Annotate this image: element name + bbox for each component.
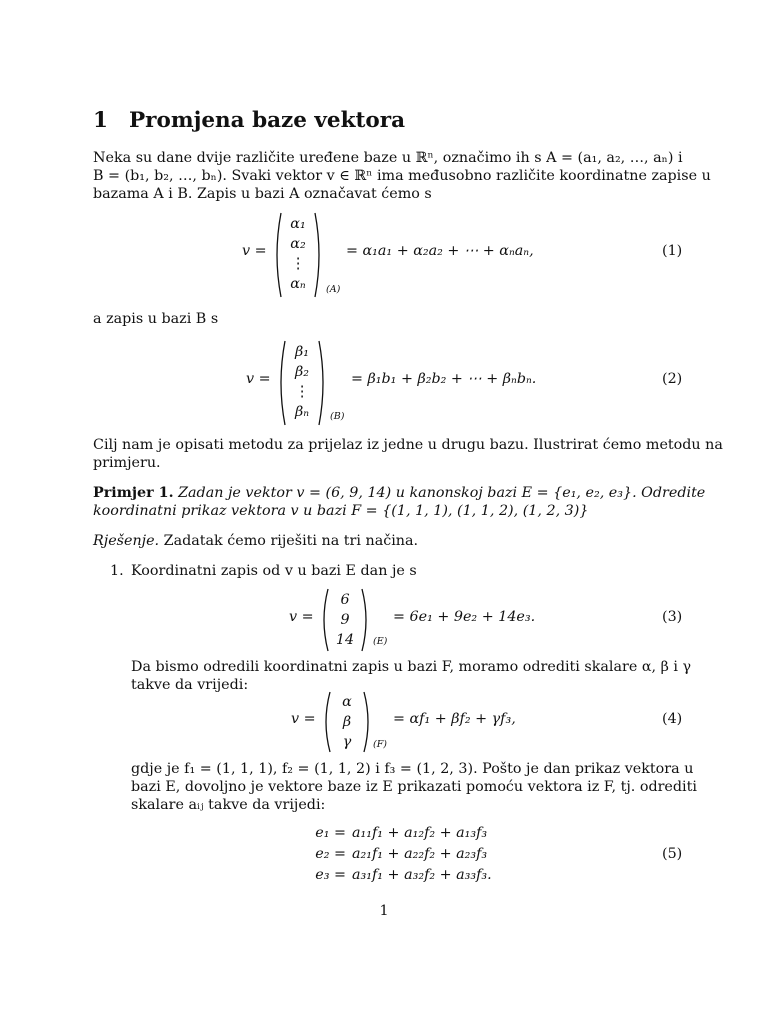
eq4-entry: β <box>342 714 352 730</box>
eq4-rhs: = αf₁ + βf₂ + γf₃, <box>393 711 516 727</box>
page-number: 1 <box>379 903 389 919</box>
eq1-right-paren <box>314 212 324 298</box>
eq3-entry: 6 <box>340 592 350 608</box>
para2-line-1: Da bismo odredili koordinatni zapis u bazi F, moramo odrediti skalare α, β i γ <box>131 659 692 675</box>
para3-line-2: bazi E, dovoljno je vektore baze iz E prikazati pomoću vektora iz F, tj. odrediti <box>131 779 697 795</box>
eq3-rhs: = 6e₁ + 9e₂ + 14e₃. <box>393 609 536 625</box>
eq2-rhs: = β₁b₁ + β₂b₂ + ⋯ + βₙbₙ. <box>351 371 537 387</box>
eq1-rhs: = α₁a₁ + α₂a₂ + ⋯ + αₙaₙ, <box>346 243 534 259</box>
eq2-lhs: v = <box>246 371 271 387</box>
eq5-row-rhs: a₁₁f₁ + a₁₂f₂ + a₁₃f₃ <box>352 825 488 841</box>
eq2-number: (2) <box>662 371 683 387</box>
eq4-number: (4) <box>662 711 683 727</box>
intro-line-1: Neka su dane dvije različite uređene baze u ℝⁿ, označimo ih s A = (a₁, a₂, …, aₙ) i <box>93 150 683 166</box>
eq2-column-vector <box>284 342 320 422</box>
section-heading <box>93 108 405 133</box>
para3-line-1: gdje je f₁ = (1, 1, 1), f₂ = (1, 1, 2) i f₃ = (1, 2, 3). Pošto je dan prikaz vektora u <box>131 761 694 777</box>
eq3-right-paren <box>361 588 371 652</box>
eq1-column-vector <box>280 214 316 294</box>
eq4-right-paren <box>363 691 373 753</box>
eq2-entry: βₙ <box>294 404 310 420</box>
example-label: Primjer 1. <box>93 485 174 501</box>
eq4-entry: γ <box>342 734 352 750</box>
section-number: 1 <box>93 108 108 133</box>
eq3-lhs: v = <box>289 609 314 625</box>
eq5-number: (5) <box>662 846 683 862</box>
eq3-entry: 9 <box>340 612 350 628</box>
goal-line-1: Cilj nam je opisati metodu za prijelaz iz jedne u drugu bazu. Ilustrirat ćemo metodu na <box>93 437 723 453</box>
list-item-text: Koordinatni zapis od v u bazi E dan je s <box>131 563 417 579</box>
eq3-basis-label: (E) <box>373 636 388 647</box>
intro-line-3: bazama A i B. Zapis u bazi A označavat ćemo s <box>93 186 432 202</box>
eq1-basis-label: (A) <box>326 284 341 295</box>
eq3-entry: 14 <box>335 632 355 648</box>
eq5-row-rhs: a₃₁f₁ + a₃₂f₂ + a₃₃f₃. <box>352 867 492 883</box>
text-a-zapis: a zapis u bazi B s <box>93 311 219 327</box>
eq1-entry: α₁ <box>290 216 306 232</box>
eq5-row-lhs: e₁ = <box>315 825 346 841</box>
eq1-entry: ⋮ <box>290 256 306 272</box>
example-line-2: koordinatni prikaz vektora v u bazi F = {(1, 1, 1), (1, 1, 2), (1, 2, 3)} <box>93 503 589 519</box>
eq5-row-lhs: e₃ = <box>315 867 346 883</box>
eq5-row-rhs: a₂₁f₁ + a₂₂f₂ + a₂₃f₃ <box>352 846 488 862</box>
eq2-right-paren <box>318 340 328 426</box>
eq4-basis-label: (F) <box>373 739 388 750</box>
eq5-row-lhs: e₂ = <box>315 846 346 862</box>
example-line-1 <box>93 483 705 503</box>
eq4-lhs: v = <box>291 711 316 727</box>
eq4-column-vector <box>329 692 365 752</box>
solution-label: Rješenje. <box>93 533 160 549</box>
goal-line-2: primjeru. <box>93 455 161 471</box>
eq1-number: (1) <box>662 243 683 259</box>
example-text-1: Zadan je vektor v = (6, 9, 14) u kanonskoj bazi E = {e₁, e₂, e₃}. Odredite <box>178 485 706 501</box>
eq3-column-vector <box>327 590 363 650</box>
eq2-entry: β₂ <box>295 364 309 380</box>
eq1-entry: α₂ <box>290 236 306 252</box>
eq1-entry: αₙ <box>290 276 306 292</box>
solution-text: Zadatak ćemo riješiti na tri načina. <box>163 533 419 549</box>
eq1-lhs: v = <box>242 243 267 259</box>
para2-line-2: takve da vrijedi: <box>131 677 249 693</box>
section-title: Promjena baze vektora <box>129 108 406 133</box>
intro-line-2: B = (b₁, b₂, …, bₙ). Svaki vektor v ∈ ℝⁿ ima međusobno različite koordinatne zapise u <box>93 168 711 184</box>
solution-line <box>93 531 418 551</box>
para3-line-3: skalare aᵢⱼ takve da vrijedi: <box>131 797 326 813</box>
eq2-entry: β₁ <box>295 344 309 360</box>
list-item-marker: 1. <box>110 563 124 579</box>
eq3-number: (3) <box>662 609 683 625</box>
eq2-basis-label: (B) <box>330 411 345 422</box>
eq2-entry: ⋮ <box>294 384 310 400</box>
eq4-entry: α <box>342 694 352 710</box>
